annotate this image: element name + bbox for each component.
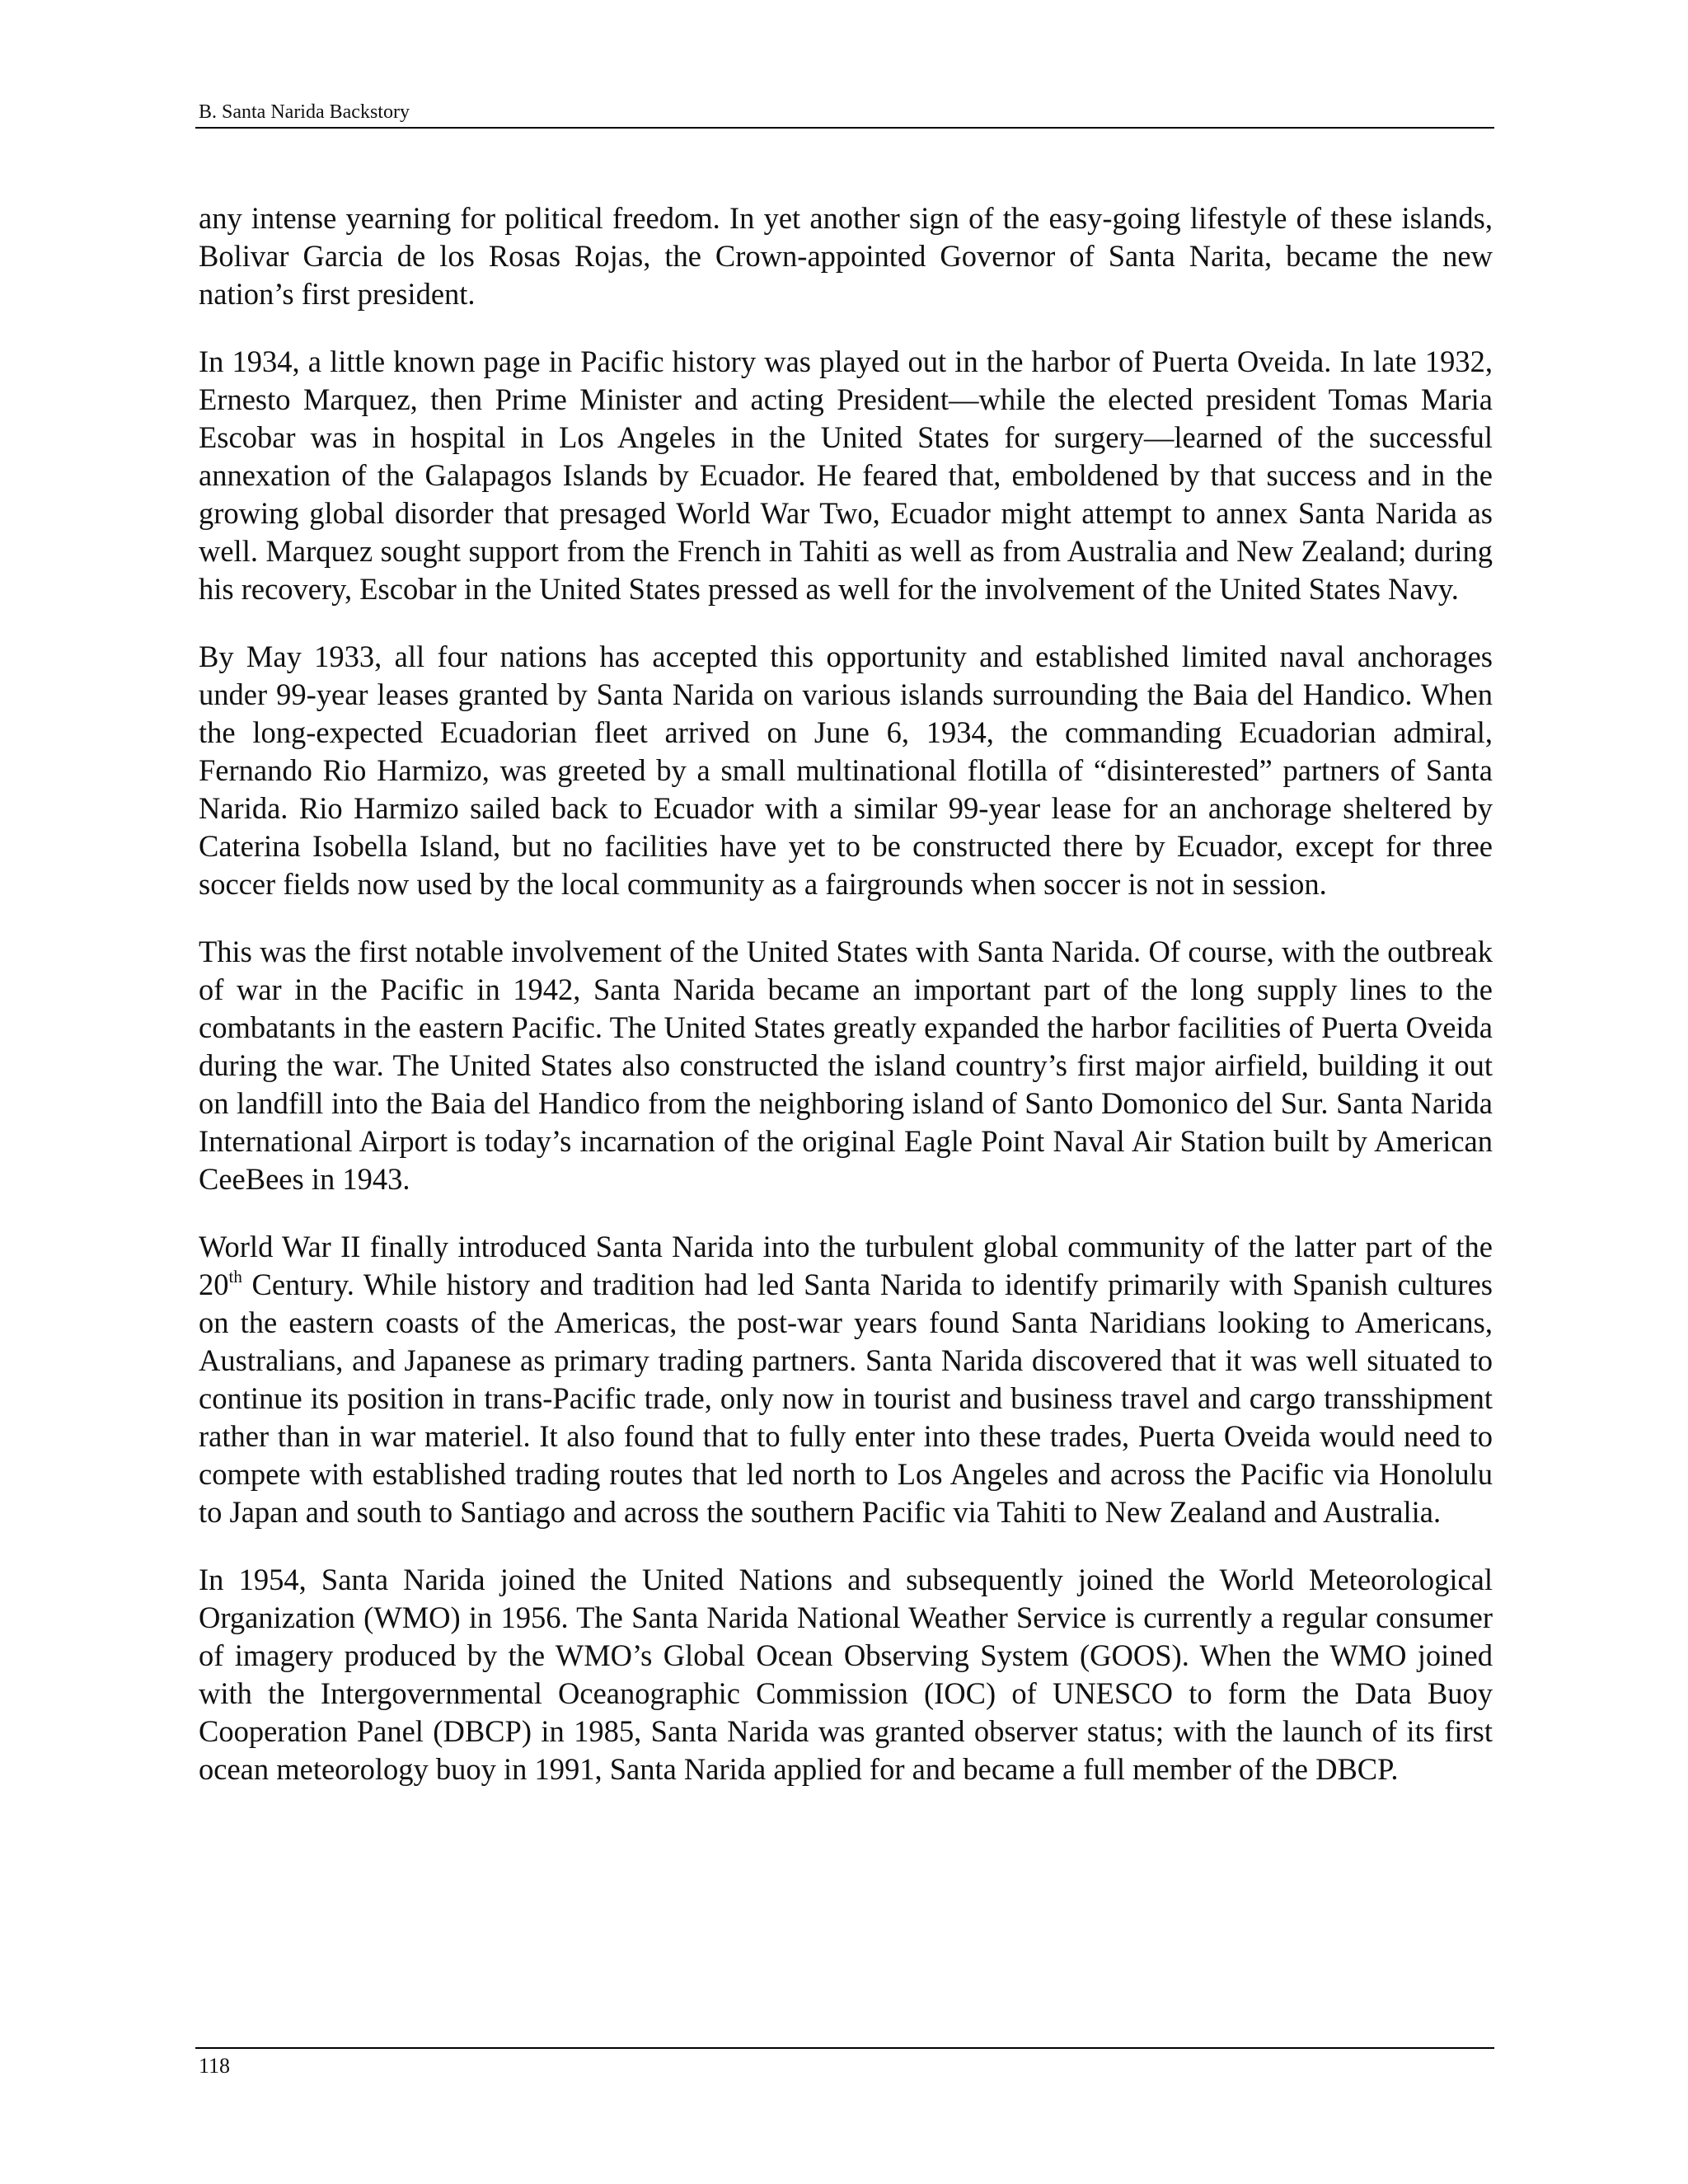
header-rule: [195, 127, 1494, 129]
paragraph-5: [199, 1228, 1493, 1531]
footer-rule: [195, 2047, 1494, 2049]
paragraph-5-text-after: Century. While history and tradition had led Santa Narida to identify primarily with Spanish cultures on the eastern coasts of the Americas, the post-war years found Santa Naridians looking to Americans, Australians, and Japanese as primary trading partners. Santa Narida discovered that it was well situated to continue its position in trans-Pacific trade, only now in tourist and business travel and cargo transshipment rather than in war materiel. It also found that to fully enter into these trades, Puerta Oveida would need to compete with established trading routes that led north to Los Angeles and across the Pacific via Honolulu to Japan and south to Santiago and across the southern Pacific via Tahiti to New Zealand and Australia.: [199, 1268, 1493, 1529]
body-text: [199, 199, 1493, 1818]
running-header: B. Santa Narida Backstory: [199, 101, 410, 123]
paragraph-1: any intense yearning for political freedom. In yet another sign of the easy-going lifestyle of these islands, Bolivar Garcia de los Rosas Rojas, the Crown-appointed Governor of Santa Narita, became the new nation’s first president.: [199, 201, 1493, 311]
paragraph-2: In 1934, a little known page in Pacific history was played out in the harbor of Puerta Oveida. In late 1932, Ernesto Marquez, then Prime Minister and acting President—while the elected president Tomas Maria Escobar was in hospital in Los Angeles in the United States for surgery—learned of the successful annexation of the Galapagos Islands by Ecuador. He feared that, emboldened by that success and in the growing global disorder that presaged World War Two, Ecuador might attempt to annex Santa Narida as well. Marquez sought support from the French in Tahiti as well as from Australia and New Zealand; during his recovery, Escobar in the United States pressed as well for the involvement of the United States Navy.: [199, 344, 1493, 606]
page-number: 118: [199, 2054, 231, 2078]
paragraph-4: This was the first notable involvement of the United States with Santa Narida. Of course, with the outbreak of war in the Pacific in 1942, Santa Narida became an important part of the long supply lines to the combatants in the eastern Pacific. The United States greatly expanded the harbor facilities of Puerta Oveida during the war. The United States also constructed the island country’s first major airfield, building it out on landfill into the Baia del Handico from the neighboring island of Santo Domonico del Sur. Santa Narida International Airport is today’s incarnation of the original Eagle Point Naval Air Station built by American CeeBees in 1943.: [199, 935, 1493, 1196]
paragraph-5-text-before: World War II finally introduced Santa Narida into the turbulent global community of the latter part of the 20: [199, 1230, 1493, 1301]
ordinal-superscript: th: [228, 1267, 242, 1286]
paragraph-3: By May 1933, all four nations has accepted this opportunity and established limited naval anchorages under 99-year leases granted by Santa Narida on various islands surrounding the Baia del Handico. When the long-expected Ecuadorian fleet arrived on June 6, 1934, the commanding Ecuadorian admiral, Fernando Rio Harmizo, was greeted by a small multinational flotilla of “disinterested” partners of Santa Narida. Rio Harmizo sailed back to Ecuador with a similar 99-year lease for an anchorage sheltered by Caterina Isobella Island, but no facilities have yet to be constructed there by Ecuador, except for three soccer fields now used by the local community as a fairgrounds when soccer is not in session.: [199, 640, 1493, 901]
paragraph-6: In 1954, Santa Narida joined the United Nations and subsequently joined the World Meteorological Organization (WMO) in 1956. The Santa Narida National Weather Service is currently a regular consumer of imagery produced by the WMO’s Global Ocean Observing System (GOOS). When the WMO joined with the Intergovernmental Oceanographic Commission (IOC) of UNESCO to form the Data Buoy Cooperation Panel (DBCP) in 1985, Santa Narida was granted observer status; with the launch of its first ocean meteorology buoy in 1991, Santa Narida applied for and became a full member of the DBCP.: [199, 1563, 1493, 1786]
